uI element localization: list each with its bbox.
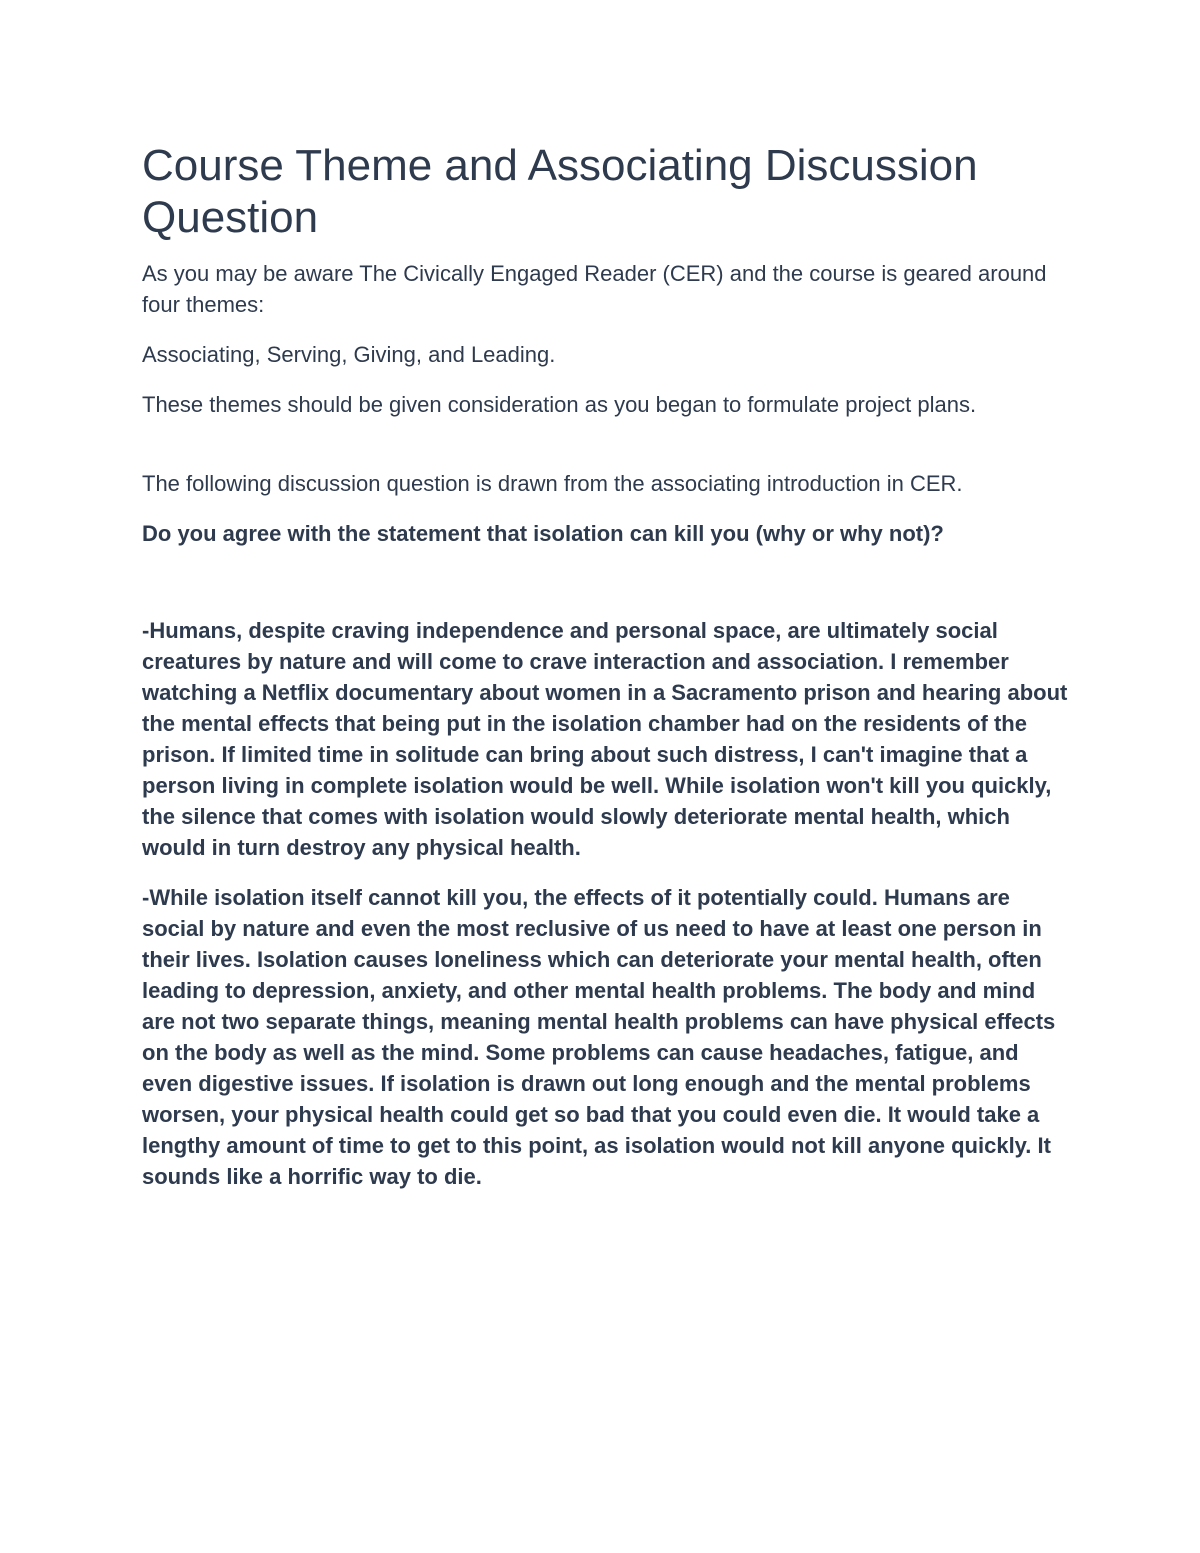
answer-paragraph-1: -Humans, despite craving independence and personal space, are ultimately social creatures by nature and will come to crave interaction and association. I remember watching a Netflix documentary about women in a Sacramento prison and hearing about the mental effects that being put in the isolation chamber had on the residents of the prison. If limited time in solitude can bring about such distress, I can't imagine that a person living in complete isolation would be well. While isolation won't kill you quickly, the silence that comes with isolation would slowly deteriorate mental health, which would in turn destroy any physical health. xyxy=(142,618,1068,860)
consideration-paragraph: These themes should be given consideration as you began to formulate project plans. xyxy=(142,392,977,417)
document-content xyxy=(142,140,1072,1211)
themes-paragraph: Associating, Serving, Giving, and Leading. xyxy=(142,342,556,367)
discussion-question: Do you agree with the statement that isolation can kill you (why or why not)? xyxy=(142,521,944,546)
answer-paragraph-2: -While isolation itself cannot kill you, the effects of it potentially could. Humans are social by nature and even the most reclusive of us need to have at least one person in their lives. Isolation causes loneliness which can deteriorate your mental health, often leading to depression, anxiety, and other mental health problems. The body and mind are not two separate things, meaning mental health problems can have physical effects on the body as well as the mind. Some problems can cause headaches, fatigue, and even digestive issues. If isolation is drawn out long enough and the mental problems worsen, your physical health could get so bad that you could even die. It would take a lengthy amount of time to get to this point, as isolation would not kill anyone quickly. It sounds like a horrific way to die. xyxy=(142,885,1056,1189)
page-title: Course Theme and Associating Discussion Question xyxy=(142,141,978,242)
intro-paragraph: As you may be aware The Civically Engaged Reader (CER) and the course is geared around four themes: xyxy=(142,261,1047,317)
discussion-intro-paragraph: The following discussion question is drawn from the associating introduction in CER. xyxy=(142,471,963,496)
